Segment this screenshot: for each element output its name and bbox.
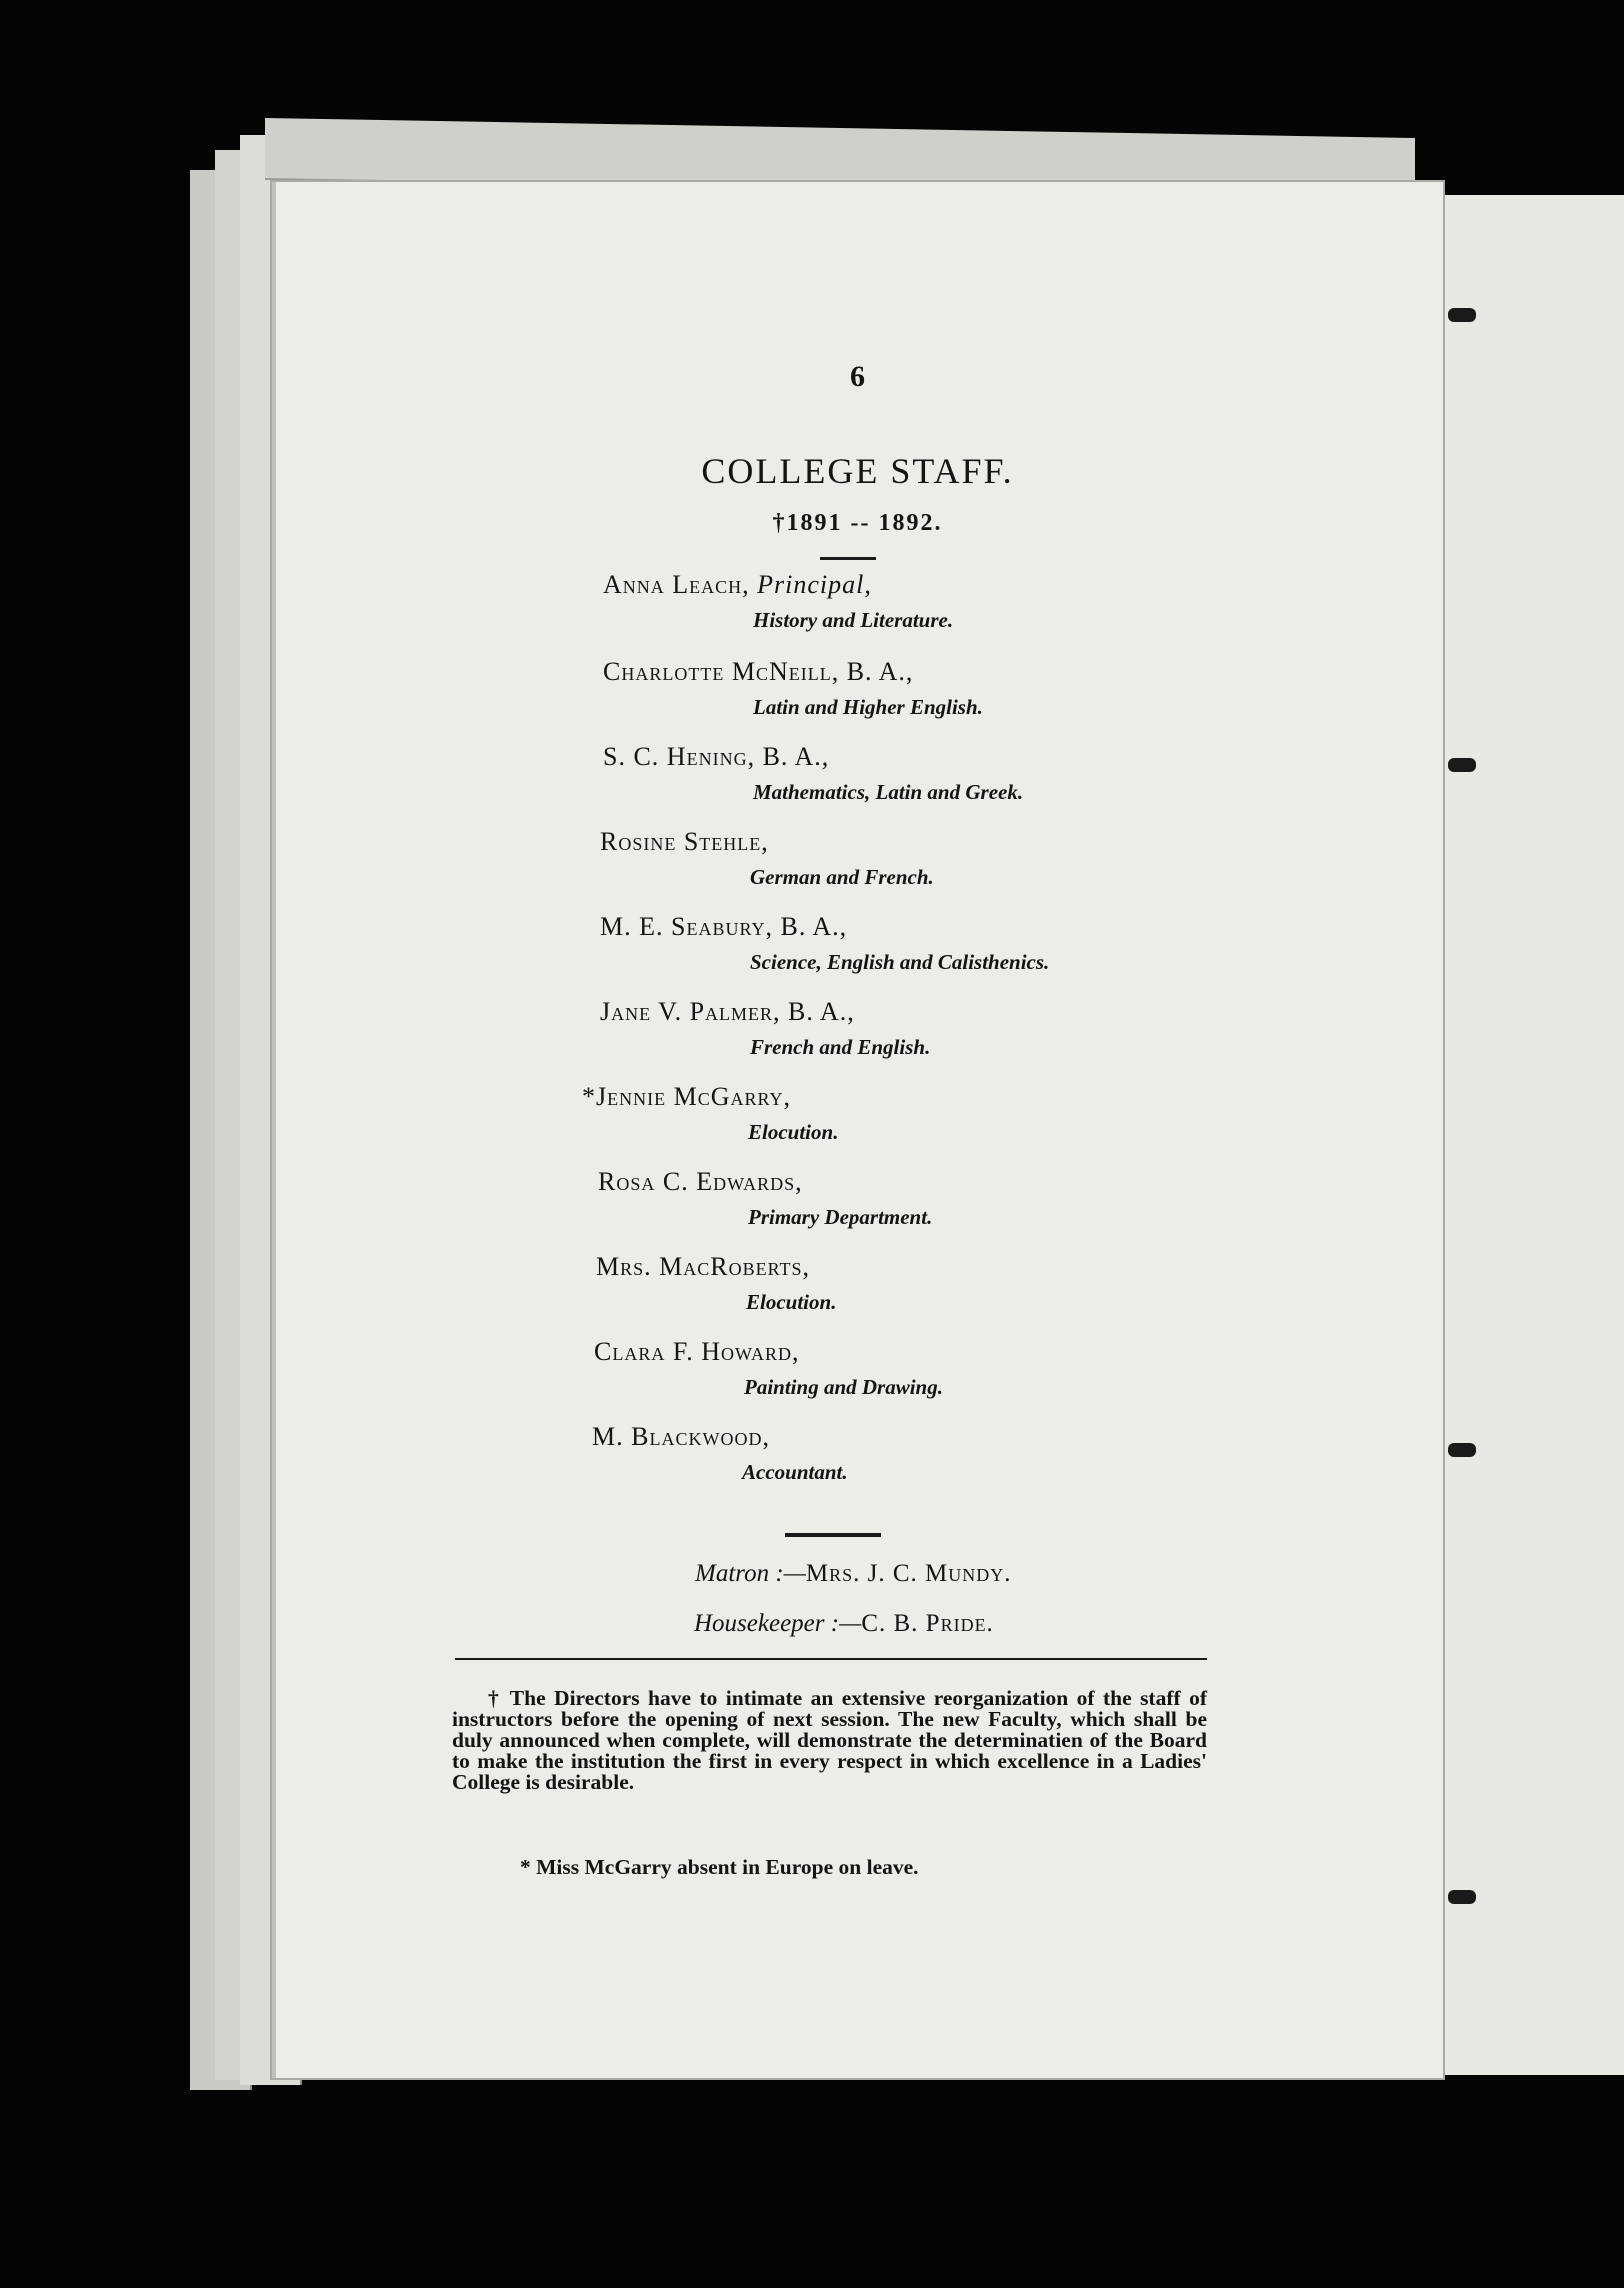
staff-subject: Latin and Higher English.	[753, 695, 983, 719]
staff-subject: Elocution.	[748, 1120, 839, 1144]
years-heading: †1891 -- 1892.	[772, 510, 943, 536]
staff-name: M. Blackwood,	[592, 1422, 770, 1451]
page-title: COLLEGE STAFF.	[701, 451, 1014, 491]
page-number: 6	[850, 360, 865, 393]
staff-entry	[603, 742, 1023, 805]
staff-name: M. E. Seabury, B. A.,	[600, 912, 848, 941]
staff-subject: Science, English and Calisthenics.	[750, 950, 1050, 974]
staff-subject: History and Literature.	[753, 608, 954, 632]
staff-subject: French and English.	[750, 1035, 931, 1059]
staff-entry	[603, 570, 953, 633]
staff-entry	[594, 1337, 943, 1400]
staff-entry	[603, 657, 983, 720]
staff-name: Anna Leach, Principal,	[603, 570, 872, 599]
staff-name: Rosine Stehle,	[600, 827, 769, 856]
staff-entry	[600, 912, 1049, 975]
staff-entry	[592, 1422, 848, 1485]
staff-subject: Painting and Drawing.	[744, 1375, 943, 1399]
matron-name: Mrs. J. C. Mundy.	[805, 1560, 1012, 1587]
staff-subject: Primary Department.	[748, 1205, 933, 1229]
staff-subject: Mathematics, Latin and Greek.	[753, 780, 1024, 804]
staff-role: Principal,	[757, 570, 872, 599]
housekeeper-label: Housekeeper :—	[694, 1610, 862, 1637]
staff-entry	[598, 1167, 932, 1230]
binding-stitch	[1448, 1443, 1476, 1457]
staff-entry	[600, 997, 930, 1060]
staff-subject: German and French.	[750, 865, 934, 889]
binding-stitch	[1448, 758, 1476, 772]
staff-entry	[596, 1252, 836, 1315]
staff-name: Charlotte McNeill, B. A.,	[603, 657, 914, 686]
staff-entry	[600, 827, 934, 890]
matron-line	[695, 1560, 1012, 1588]
footnote-divider	[455, 1658, 1207, 1660]
binding-stitch	[1448, 308, 1476, 322]
staff-name: Mrs. MacRoberts,	[596, 1252, 811, 1281]
staff-name: Clara F. Howard,	[594, 1337, 800, 1366]
divider	[785, 1533, 881, 1537]
facing-page	[1440, 195, 1624, 2075]
divider	[820, 557, 876, 560]
document-page	[270, 180, 1445, 2080]
housekeeper-name: C. B. Pride.	[861, 1610, 994, 1637]
staff-subject: Elocution.	[746, 1290, 837, 1314]
staff-name: S. C. Hening, B. A.,	[603, 742, 830, 771]
matron-label: Matron :—	[695, 1560, 806, 1587]
housekeeper-line	[694, 1610, 994, 1638]
staff-name: Rosa C. Edwards,	[598, 1167, 803, 1196]
staff-name: *Jennie McGarry,	[582, 1082, 792, 1111]
footnote-dagger: † The Directors have to intimate an extensive reorganization of the staff of instructors before the opening of next session. The new Faculty, which shall be duly announced when complete, will demonstrate the determinatien of the Board to make the institution the first in every respect in which excellence in a Ladies' College is desirable.	[452, 1686, 1207, 1794]
staff-subject: Accountant.	[742, 1460, 848, 1484]
binding-stitch	[1448, 1890, 1476, 1904]
staff-name: Jane V. Palmer, B. A.,	[600, 997, 855, 1026]
staff-entry	[582, 1082, 838, 1145]
footnote-star: * Miss McGarry absent in Europe on leave.	[520, 1855, 919, 1879]
